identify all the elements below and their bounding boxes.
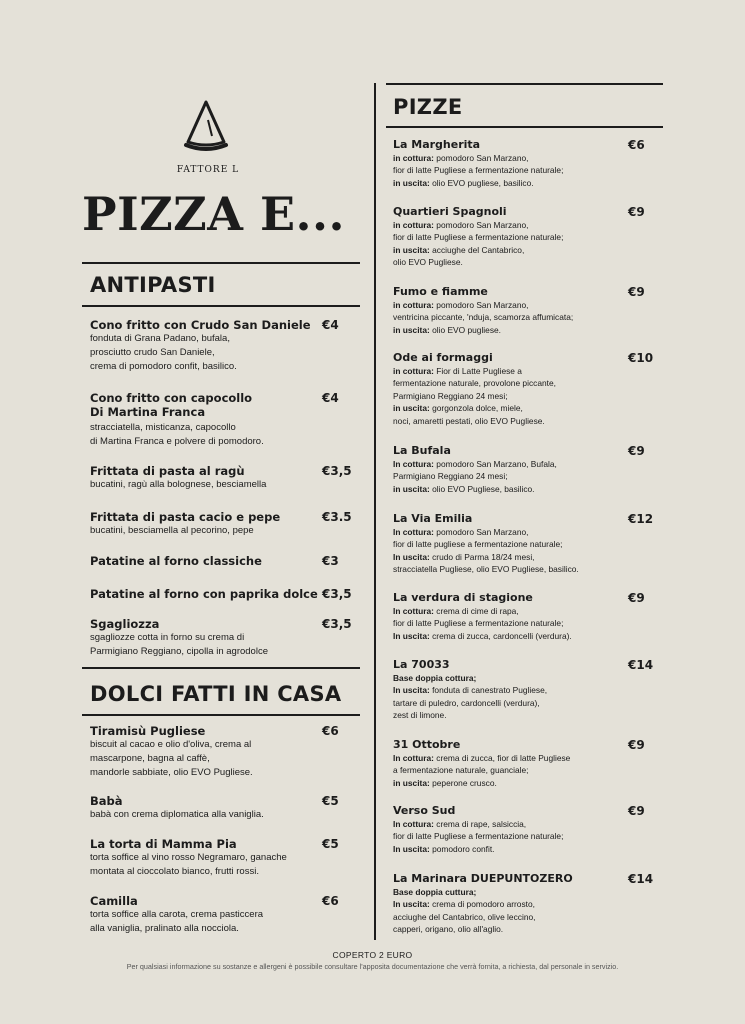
pizza-line-text: crudo di Parma 18/24 mesi, <box>429 551 535 562</box>
pizza-name: La verdura di stagione <box>393 591 533 604</box>
antipasti-item-name: Frittata di pasta al ragù <box>90 464 245 478</box>
pizza-price: €6 <box>628 138 645 152</box>
antipasti-item-price: €3,5 <box>322 587 352 601</box>
pizza-description-line <box>393 886 618 898</box>
pizza-description-line <box>393 526 618 538</box>
pizza-line-text: crema di zucca, cardoncelli (verdura). <box>429 630 572 641</box>
pizza-description <box>393 672 618 722</box>
pizza-description-line <box>393 415 618 427</box>
antipasti-item-price: €4 <box>322 391 339 405</box>
pizza-price: €9 <box>628 738 645 752</box>
antipasti-item <box>90 554 320 568</box>
pizza-line-text: fior di latte Pugliese a fermentazione naturale; <box>393 618 564 629</box>
pizza-line-text: pomodoro confit. <box>429 843 495 854</box>
pizza-item <box>393 351 618 427</box>
pizza-item <box>393 872 618 936</box>
pizza-description <box>393 365 618 427</box>
pizza-item <box>393 138 618 189</box>
pizza-description-line <box>393 777 618 789</box>
antipasti-item <box>90 617 320 659</box>
pizza-name: La Bufala <box>393 444 451 457</box>
pizza-description-line <box>393 390 618 402</box>
antipasti-item-price: €3.5 <box>322 510 352 524</box>
pizza-item <box>393 591 618 642</box>
pizza-price: €9 <box>628 591 645 605</box>
antipasti-item <box>90 391 320 449</box>
pizza-line-text: olio EVO Pugliese. <box>393 257 463 268</box>
pizza-line-label: In cottura: <box>393 527 434 537</box>
pizza-line-text: a fermentazione naturale, guanciale; <box>393 765 529 776</box>
pizza-line-label: in uscita: <box>393 483 430 494</box>
pizza-line-text: fior di latte Pugliese a fermentazione naturale; <box>393 232 564 243</box>
pizza-description-line <box>393 324 618 336</box>
pizza-name: La Marinara DUEPUNTOZERO <box>393 872 573 885</box>
pizza-line-text: fior di latte pugliese a fermentazione naturale; <box>393 539 563 550</box>
pizza-description-line <box>393 538 618 550</box>
dolci-item-description: babà con crema diplomatica alla vaniglia. <box>90 809 264 820</box>
pizza-line-label: In uscita: <box>393 899 430 910</box>
dolci-heading: DOLCI FATTI IN CASA <box>90 682 342 706</box>
pizza-line-text: gorgonzola dolce, miele, <box>429 403 523 414</box>
pizza-line-text: fior di latte Pugliese a fermentazione naturale; <box>393 831 564 842</box>
pizza-line-label: In uscita: <box>393 685 430 696</box>
pizza-description-line <box>393 818 618 830</box>
pizza-description-line <box>393 843 618 855</box>
pizza-description <box>393 526 618 576</box>
pizza-description-line <box>393 605 618 617</box>
pizza-line-text: stracciatella Pugliese, olio EVO Pugliese, basilico. <box>393 564 579 575</box>
pizza-description <box>393 886 618 936</box>
pizza-description-line <box>393 299 618 311</box>
antipasti-item-price: €3,5 <box>322 464 352 478</box>
dolci-item-price: €6 <box>322 724 339 738</box>
pizza-price: €14 <box>628 872 654 886</box>
pizza-name: Ode ai formaggi <box>393 351 493 364</box>
pizza-line-text: acciughe del Cantabrico, <box>429 244 525 255</box>
dolci-item-price: €5 <box>322 837 339 851</box>
pizza-line-text: tartare di puledro, cardoncelli (verdura), <box>393 697 540 708</box>
pizza-line-text: crema di zucca, fior di latte Pugliese <box>433 753 571 763</box>
pizza-line-text: ventricina piccante, 'nduja, scamorza affumicata; <box>393 312 574 323</box>
pizza-line-text: Fior di Latte Pugliese a <box>433 366 522 376</box>
pizza-line-label: in cottura: <box>393 153 434 163</box>
dolci-item-name: La torta di Mamma Pia <box>90 837 237 851</box>
pizza-line-text: fior di latte Pugliese a fermentazione naturale; <box>393 165 564 176</box>
pizze-heading: PIZZE <box>393 95 463 119</box>
pizza-description <box>393 752 618 789</box>
pizza-description-line <box>393 752 618 764</box>
dolci-item-description: torta soffice al vino rosso Negramaro, ganache montata al cioccolato bianco, frutti rossi. <box>90 852 287 877</box>
pizza-line-text: crema di pomodoro arrosto, <box>429 899 535 910</box>
dolci-item-price: €5 <box>322 794 339 808</box>
pizza-line-text: peperone crusco. <box>429 777 497 788</box>
pizza-slice-logo-icon <box>182 98 230 158</box>
antipasti-item <box>90 318 320 374</box>
pizza-name: Fumo e fiamme <box>393 285 488 298</box>
dolci-bottom-rule <box>82 714 360 716</box>
pizza-item <box>393 738 618 789</box>
pizza-line-label: in uscita: <box>393 777 430 788</box>
pizza-description <box>393 818 618 855</box>
antipasti-item-name: Di Martina Franca <box>90 405 206 419</box>
pizza-description-line <box>393 830 618 842</box>
logo-text: FATTORE L <box>176 165 240 175</box>
pizza-line-label: Base doppia cottura; <box>393 673 477 683</box>
dolci-item <box>90 794 320 822</box>
dolci-item <box>90 837 320 879</box>
pizza-description-line <box>393 177 618 189</box>
pizza-price: €9 <box>628 205 645 219</box>
pizza-description-line <box>393 923 618 935</box>
pizza-price: €9 <box>628 804 645 818</box>
pizza-line-text: fermentazione naturale, provolone piccante, <box>393 378 556 389</box>
pizza-description-line <box>393 311 618 323</box>
pizza-line-text: capperi, origano, olio all'aglio. <box>393 924 504 935</box>
pizza-line-label: in uscita: <box>393 244 430 255</box>
pizza-name: Verso Sud <box>393 804 456 817</box>
pizza-line-label: in cottura: <box>393 366 434 376</box>
pizza-name: La Via Emilia <box>393 512 473 525</box>
pizza-line-label: In cottura: <box>393 606 434 616</box>
pizza-item <box>393 512 618 576</box>
pizza-description-line <box>393 630 618 642</box>
antipasti-item-description: bucatini, ragù alla bolognese, besciamella <box>90 479 267 490</box>
pizza-line-text: Parmigiano Reggiano 24 mesi; <box>393 471 508 482</box>
dolci-item-name: Camilla <box>90 894 138 908</box>
pizza-description-line <box>393 377 618 389</box>
antipasti-item-name: Frittata di pasta cacio e pepe <box>90 510 281 524</box>
antipasti-item <box>90 510 320 538</box>
pizza-line-label: in uscita: <box>393 403 430 414</box>
pizza-line-text: acciughe del Cantabrico, olive leccino, <box>393 911 536 922</box>
pizza-line-label: In uscita: <box>393 843 430 854</box>
pizza-description-line <box>393 684 618 696</box>
pizza-line-text: pomodoro San Marzano, <box>433 153 529 163</box>
pizza-description-line <box>393 219 618 231</box>
pizza-price: €9 <box>628 444 645 458</box>
pizza-line-text: fonduta di canestrato Pugliese, <box>429 685 548 696</box>
pizza-price: €10 <box>628 351 654 365</box>
pizza-description-line <box>393 164 618 176</box>
dolci-item-price: €6 <box>322 894 339 908</box>
pizza-line-text: pomodoro San Marzano, <box>433 300 529 310</box>
allergen-note: Per qualsiasi informazione su sostanze e allergeni è possibile consultare l'apposita documentazione che verrà fornita, a richiesta, dal personale in servizio. <box>126 962 619 971</box>
antipasti-item-description: fonduta di Grana Padano, bufala, prosciutto crudo San Daniele, crema di pomodoro confit, basilico. <box>90 333 237 372</box>
antipasti-item-price: €3,5 <box>322 617 352 631</box>
pizza-name: La 70033 <box>393 658 450 671</box>
page-title: PIZZA E... <box>82 187 346 241</box>
dolci-item <box>90 894 320 936</box>
pizza-description-line <box>393 764 618 776</box>
pizza-item <box>393 444 618 495</box>
dolci-item-name: Tiramisù Pugliese <box>90 724 206 738</box>
pizza-description-line <box>393 898 618 910</box>
antipasti-item-description: stracciatella, misticanza, capocollo di Martina Franca e polvere di pomodoro. <box>90 422 264 447</box>
antipasti-item-name: Cono fritto con capocollo <box>90 391 253 405</box>
pizza-line-text: pomodoro San Marzano, <box>433 220 529 230</box>
pizza-description-line <box>393 672 618 684</box>
pizza-line-text: pomodoro San Marzano, Bufala, <box>433 459 557 469</box>
pizza-description-line <box>393 470 618 482</box>
pizze-top-rule <box>386 83 663 85</box>
dolci-item <box>90 724 320 780</box>
pizze-bottom-rule <box>386 126 663 128</box>
pizza-line-label: In uscita: <box>393 630 430 641</box>
coperto-note: COPERTO 2 EURO <box>332 950 413 960</box>
pizza-description-line <box>393 458 618 470</box>
antipasti-item <box>90 464 320 492</box>
pizza-line-text: crema di rape, salsiccia, <box>433 819 527 829</box>
pizza-description-line <box>393 483 618 495</box>
pizza-description <box>393 152 618 189</box>
antipasti-item-description: sgagliozze cotta in forno su crema di Parmigiano Reggiano, cipolla in agrodolce <box>90 632 268 657</box>
antipasti-item-name: Cono fritto con Crudo San Daniele <box>90 318 311 332</box>
antipasti-heading: ANTIPASTI <box>90 273 216 297</box>
pizza-description-line <box>393 563 618 575</box>
column-divider <box>374 83 376 940</box>
pizza-line-label: Base doppia cuttura; <box>393 887 477 897</box>
antipasti-top-rule <box>82 262 360 264</box>
pizza-line-text: olio EVO pugliese. <box>429 324 501 335</box>
pizza-description-line <box>393 697 618 709</box>
antipasti-item-price: €4 <box>322 318 339 332</box>
pizza-line-label: In cottura: <box>393 819 434 829</box>
pizza-line-text: zest di limone. <box>393 710 447 721</box>
pizza-line-text: Parmigiano Reggiano 24 mesi; <box>393 390 508 401</box>
pizza-description <box>393 458 618 495</box>
pizza-item <box>393 658 618 722</box>
antipasti-item-name: Sgagliozza <box>90 617 160 631</box>
pizza-line-label: In cottura: <box>393 459 434 469</box>
pizza-description-line <box>393 365 618 377</box>
dolci-item-description: biscuit al cacao e olio d'oliva, crema al mascarpone, bagna al caffè, mandorle sabbiate, olio EVO Pugliese. <box>90 739 253 778</box>
antipasti-item-name: Patatine al forno classiche <box>90 554 262 568</box>
dolci-item-name: Babà <box>90 794 123 808</box>
pizza-description-line <box>393 256 618 268</box>
antipasti-item-description: bucatini, besciamella al pecorino, pepe <box>90 525 254 536</box>
pizza-line-text: pomodoro San Marzano, <box>433 527 529 537</box>
pizza-line-text: olio EVO Pugliese, basilico. <box>429 483 535 494</box>
pizza-line-text: noci, amaretti pestati, olio EVO Pugliese. <box>393 415 545 426</box>
dolci-top-rule <box>82 667 360 669</box>
antipasti-item-price: €3 <box>322 554 339 568</box>
pizza-description <box>393 219 618 269</box>
antipasti-item <box>90 587 320 601</box>
pizza-name: Quartieri Spagnoli <box>393 205 507 218</box>
antipasti-bottom-rule <box>82 305 360 307</box>
pizza-line-label: In cottura: <box>393 753 434 763</box>
pizza-name: 31 Ottobre <box>393 738 461 751</box>
pizza-description-line <box>393 617 618 629</box>
pizza-price: €12 <box>628 512 654 526</box>
pizza-line-label: in cottura: <box>393 220 434 230</box>
pizza-line-label: In uscita: <box>393 551 430 562</box>
pizza-line-label: in uscita: <box>393 324 430 335</box>
pizza-description-line <box>393 231 618 243</box>
pizza-description-line <box>393 709 618 721</box>
pizza-description-line <box>393 402 618 414</box>
pizza-description-line <box>393 152 618 164</box>
antipasti-item-name: Patatine al forno con paprika dolce <box>90 587 318 601</box>
pizza-description <box>393 605 618 642</box>
pizza-line-text: crema di cime di rapa, <box>433 606 519 616</box>
pizza-price: €14 <box>628 658 654 672</box>
pizza-description-line <box>393 551 618 563</box>
pizza-price: €9 <box>628 285 645 299</box>
pizza-description-line <box>393 244 618 256</box>
pizza-item <box>393 205 618 269</box>
pizza-description-line <box>393 911 618 923</box>
pizza-line-text: olio EVO pugliese, basilico. <box>429 177 534 188</box>
pizza-item <box>393 285 618 336</box>
dolci-item-description: torta soffice alla carota, crema pasticcera alla vaniglia, pralinato alla nocciola. <box>90 909 264 934</box>
pizza-item <box>393 804 618 855</box>
pizza-line-label: in uscita: <box>393 177 430 188</box>
pizza-line-label: in cottura: <box>393 300 434 310</box>
pizza-description <box>393 299 618 336</box>
pizza-name: La Margherita <box>393 138 481 151</box>
